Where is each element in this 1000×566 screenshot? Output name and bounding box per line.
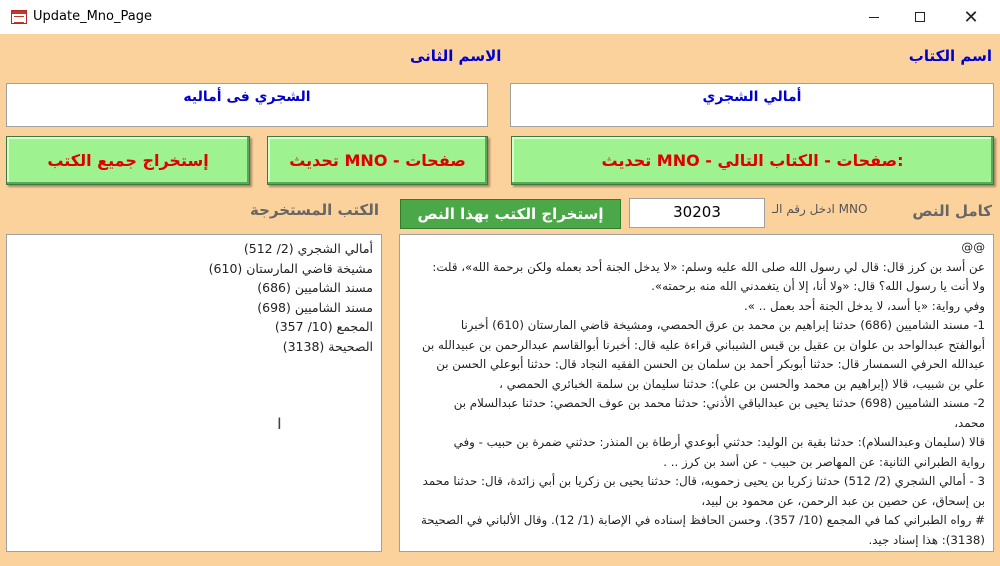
mno-prompt-label: ادخل رقم الـ MNO: [772, 202, 868, 216]
text-line: رواية الطبراني الثانية: عن المهاصر بن حبيب - عن أسد بن كرز .. .: [663, 454, 985, 469]
extract-by-text-button[interactable]: إستخراج الكتب بهذا النص: [400, 199, 621, 229]
text-line: @@: [961, 240, 985, 254]
text-line: 2- مسند الشاميين (698) حدثنا يحيى بن عبدالباقي الأذني: حدثنا محمد بن عوف الحمصي: حدثنا عبدالسلام بن: [453, 396, 985, 410]
text-line: ولا أنت يا رسول الله؟ قال: «ولا أنا، إلا أن يتغمدني الله منه برحمته».: [651, 279, 985, 293]
close-button[interactable]: [948, 0, 994, 34]
text-line: أبوالفتح عبدالواحد بن علوان بن عقيل بن قيس الشيباني قراءة عليه قال: أخبرنا أبوالقاسم عبدالرحمن بن عبيدالله بن: [421, 337, 985, 352]
update-next-book-button[interactable]: تحديث MNO - صفحات - الكتاب التالي:: [511, 136, 994, 185]
text-line: (3138): هذا إسناد جيد.: [868, 532, 985, 547]
maximize-icon: [915, 12, 925, 22]
form-icon: [11, 10, 27, 24]
list-item[interactable]: الصحيحة (3138): [282, 338, 373, 354]
update-pages-button[interactable]: تحديث MNO - صفحات: [267, 136, 488, 185]
mno-input[interactable]: 30203: [629, 198, 765, 228]
title-bar: [0, 0, 1000, 34]
list-item[interactable]: المجمع (10/ 357): [274, 319, 373, 334]
text-line: عن أسد بن كرز قال: قال لي رسول الله صلى الله عليه وسلم: «لا يدخل الجنة أحد بعمله ولكن برحمة الله»، قلت:: [432, 259, 985, 274]
minimize-icon: [869, 17, 879, 18]
text-line: عبدالله الحرفي السمسار قال: حدثنا أبوبكر أحمد بن سلمان بن الحسن الفقيه النجاد قال: حدثنا أبوعلي الحسن بن: [436, 357, 985, 371]
full-text-label: كامل النص: [912, 202, 992, 220]
list-item[interactable]: مسند الشاميين (686): [257, 280, 373, 295]
text-line: # رواه الطبراني كما في المجمع (10/ 357). وحسن الحافظ إسناده في الإصابة (1/ 12). وقال الألباني في الصحيحة: [420, 513, 985, 527]
second-name-field[interactable]: الشجري فى أماليه: [6, 83, 488, 127]
book-name-field[interactable]: أمالي الشجري: [510, 83, 994, 127]
minimize-button[interactable]: [851, 0, 897, 34]
list-item[interactable]: أمالي الشجري (2/ 512): [243, 241, 373, 256]
list-item[interactable]: مشيخة قاضي المارستان (610): [208, 260, 373, 276]
second-name-label: الاسم الثانى: [410, 47, 502, 65]
text-line: محمد،: [954, 415, 985, 430]
window-title: Update_Mno_Page: [33, 9, 152, 24]
form-body: [0, 34, 1000, 566]
text-line: علي بن شبيب، قالا (إبراهيم بن محمد والحسن بن علي): حدثنا سليمان بن سلمة الخبائري الحمصي ،: [499, 376, 985, 391]
extracted-books-list[interactable]: [6, 234, 382, 552]
text-cursor-icon: I: [277, 414, 282, 433]
text-line: وفي رواية: «يا أسد، لا يدخل الجنة أحد بعمل .. ».: [744, 298, 985, 313]
text-line: 1- مسند الشاميين (686) حدثنا إبراهيم بن محمد بن عرق الحمصي، ومشيخة قاضي المارستان (610) أخبرنا: [460, 318, 985, 332]
book-name-label: اسم الكتاب: [908, 47, 992, 65]
list-item[interactable]: مسند الشاميين (698): [257, 299, 373, 315]
text-line: 3 - أمالي الشجري (2/ 512) حدثنا زكريا بن يحيى زحمويه، قال: حدثنا يحيى بن زكريا بن أبي زائدة، قال: حدثنا محمد: [422, 474, 985, 488]
full-text-area[interactable]: [399, 234, 994, 552]
text-line: بن إسحاق، عن حصين بن عبد الرحمن، عن محمود بن لبيد،: [701, 493, 985, 508]
maximize-button[interactable]: [897, 0, 943, 34]
extract-all-button[interactable]: إستخراج جميع الكتب: [6, 136, 250, 185]
close-icon: ✕: [963, 6, 979, 28]
text-line: قالا (سليمان وعبدالسلام): حدثنا بقية بن الوليد: حدثني أبوعدي أرطاة بن المنذر: حدثني ضمرة بن حبيب - وفي: [453, 435, 985, 449]
extracted-books-label: الكتب المستخرجة: [250, 201, 379, 219]
